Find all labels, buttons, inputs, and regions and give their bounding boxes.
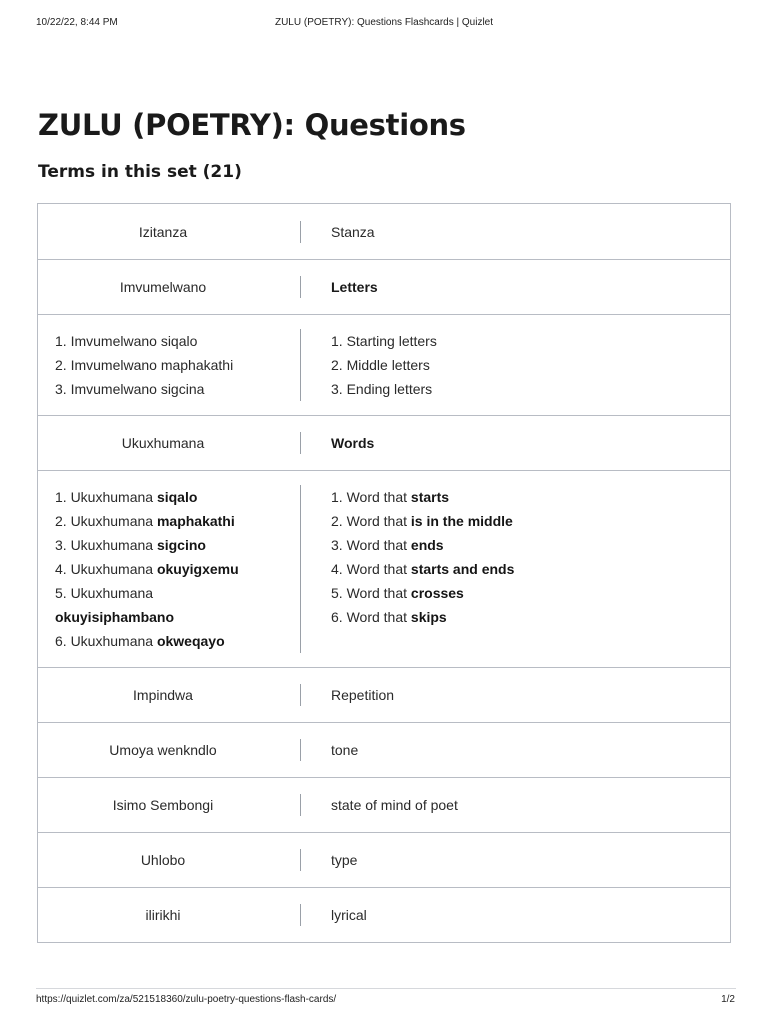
term-card [38, 722, 730, 777]
term-list [38, 485, 300, 653]
definition-line: 1. Starting letters [331, 333, 437, 349]
definition-list [331, 485, 730, 653]
term-text: Impindwa [133, 687, 193, 703]
definition-text: Letters [331, 279, 378, 295]
terms-list [37, 203, 731, 943]
print-header [0, 17, 768, 31]
term-line: 2. Ukuxhumana maphakathi [55, 513, 235, 529]
definition-text: type [331, 852, 358, 868]
term-text: ilirikhi [145, 907, 181, 923]
card-divider [300, 276, 301, 298]
term-text: Ukuxhumana [121, 435, 205, 451]
term-line: 4. Ukuxhumana okuyigxemu [55, 561, 239, 577]
term-line: 6. Ukuxhumana okweqayo [55, 633, 225, 649]
card-divider [300, 849, 301, 871]
term-text: Izitanza [138, 223, 188, 240]
term-card [38, 259, 730, 314]
definition-line: 3. Ending letters [331, 381, 433, 397]
term-line: 2. Imvumelwano maphakathi [55, 357, 234, 373]
term-card [38, 887, 730, 942]
term-line: 5. Ukuxhumana [55, 585, 154, 601]
card-divider [300, 221, 301, 243]
card-divider [300, 794, 301, 816]
definition-line: 5. Word that crosses [331, 585, 464, 601]
term-card [38, 204, 730, 259]
print-date: 10/22/22, 8:44 PM [36, 17, 118, 28]
term-text: Umoya wenkndlo [109, 742, 217, 758]
card-divider [300, 684, 301, 706]
term-text: Isimo Sembongi [112, 797, 214, 813]
definition-text: lyrical [331, 907, 367, 923]
definition-line: 2. Middle letters [331, 357, 430, 373]
card-divider [300, 432, 301, 454]
term-line: okuyisiphambano [55, 609, 175, 625]
card-divider [300, 329, 301, 401]
definition-line: 4. Word that starts and ends [331, 561, 515, 577]
term-card [38, 667, 730, 722]
definition-line: 2. Word that is in the middle [331, 513, 513, 529]
print-footer [0, 992, 768, 1006]
page-title: ZULU (POETRY): Questions [38, 108, 466, 142]
definition-text: state of mind of poet [331, 797, 458, 813]
card-divider [300, 739, 301, 761]
term-card [38, 777, 730, 832]
terms-heading: Terms in this set (21) [38, 162, 242, 182]
term-line: 3. Ukuxhumana sigcino [55, 537, 206, 553]
definition-line: 6. Word that skips [331, 609, 447, 625]
term-card [38, 314, 730, 415]
definition-text: Repetition [331, 687, 395, 703]
definition-line: 1. Word that starts [331, 489, 450, 505]
term-card [38, 415, 730, 470]
term-line: 1. Ukuxhumana siqalo [55, 489, 198, 505]
term-card [38, 470, 730, 667]
page-number: 1/2 [721, 994, 735, 1005]
definition-line: 3. Word that ends [331, 537, 444, 553]
term-line: 1. Imvumelwano siqalo [55, 333, 198, 349]
definition-text: Stanza [331, 223, 375, 240]
page-url: https://quizlet.com/za/521518360/zulu-poetry-questions-flash-cards/ [36, 994, 337, 1005]
term-text: Imvumelwano [119, 279, 207, 295]
footer-rule [36, 988, 736, 989]
term-line: 3. Imvumelwano sigcina [55, 381, 205, 397]
card-divider [300, 485, 301, 653]
term-card [38, 832, 730, 887]
term-list [38, 329, 300, 401]
definition-text: Words [331, 435, 375, 451]
print-doc-title: ZULU (POETRY): Questions Flashcards | Quizlet [274, 17, 494, 28]
definition-text: tone [331, 742, 359, 758]
term-text: Uhlobo [140, 852, 186, 868]
definition-list [331, 329, 730, 401]
card-divider [300, 904, 301, 926]
